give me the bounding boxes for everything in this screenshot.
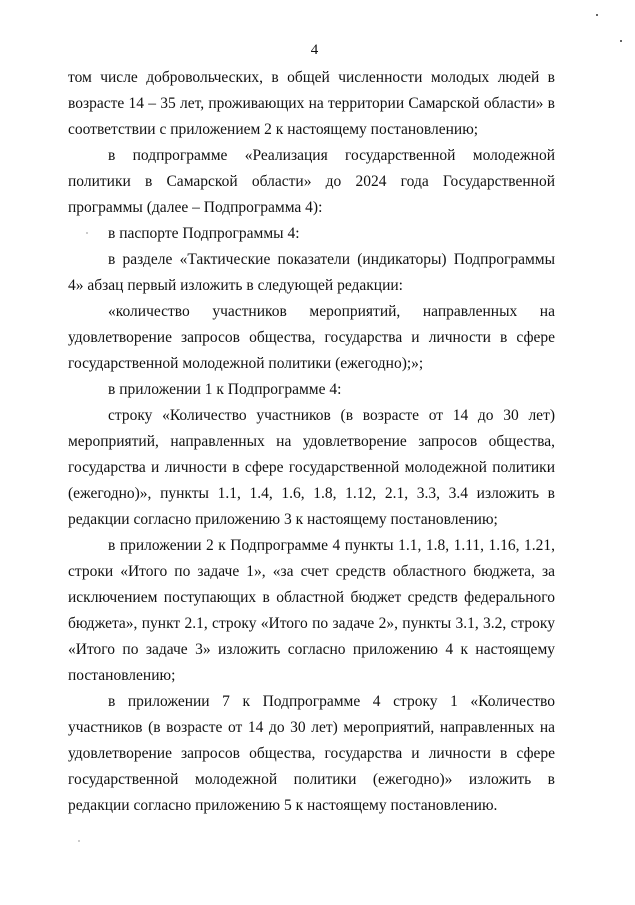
scan-speck — [620, 40, 622, 42]
scan-speck — [78, 840, 80, 842]
scan-speck — [596, 14, 598, 16]
scan-speck — [86, 232, 88, 234]
paragraph-appendix-1: в приложении 1 к Подпрограмме 4: — [108, 381, 342, 398]
paragraph-row-participants: строку «Количество участников (в возрасте от 14 до 30 лет) мероприятий, направленных на удовлетворение запросов общества, государства и личности в сфере государственной молодежной политики (ежегодно)», пункты 1.1, 1.4, 1.6, 1.8, 1.12, 2.1, 3.3, 3.4 изложить в редакции согласно приложению 3 к настоящему постановлению; — [68, 407, 555, 528]
paragraph-appendix-7: в приложении 7 к Подпрограмме 4 строку 1 «Количество участников (в возрасте от 14 до 30 лет) мероприятий, направленных на удовлетворение запросов общества, государства и личности в сфере государственной молодежной политики (ежегодно)» изложить в редакции согласно приложению 5 к настоящему постановлению. — [68, 693, 555, 814]
paragraph-subprogram-4: в подпрограмме «Реализация государственной молодежной политики в Самарской области» до 2024 года Государственной программы (далее – Подпрограмма 4): — [68, 147, 555, 216]
paragraph-passport: в паспорте Подпрограммы 4: — [108, 225, 300, 242]
paragraph-appendix-2: в приложении 2 к Подпрограмме 4 пункты 1.1, 1.8, 1.11, 1.16, 1.21, строки «Итого по задаче 1», «за счет средств областного бюджета, за исключением поступающих в областной бюджет средств федерального бюджета», пункт 2.1, строку «Итого по задаче 2», пункты 3.1, 3.2, строку «Итого по задаче 3» изложить согласно приложению 4 к настоящему постановлению; — [68, 537, 555, 684]
paragraph-quoted-indicator: «количество участников мероприятий, направленных на удовлетворение запросов общества, государства и личности в сфере государственной молодежной политики (ежегодно);»; — [68, 303, 555, 372]
paragraph-tactical-indicators: в разделе «Тактические показатели (индикаторы) Подпрограммы 4» абзац первый изложить в следующей редакции: — [68, 251, 555, 294]
paragraph-continuation: том числе добровольческих, в общей численности молодых людей в возрасте 14 – 35 лет, проживающих на территории Самарской области» в соответствии с приложением 2 к настоящему постановлению; — [68, 69, 555, 138]
page-number: 4 — [310, 42, 319, 58]
